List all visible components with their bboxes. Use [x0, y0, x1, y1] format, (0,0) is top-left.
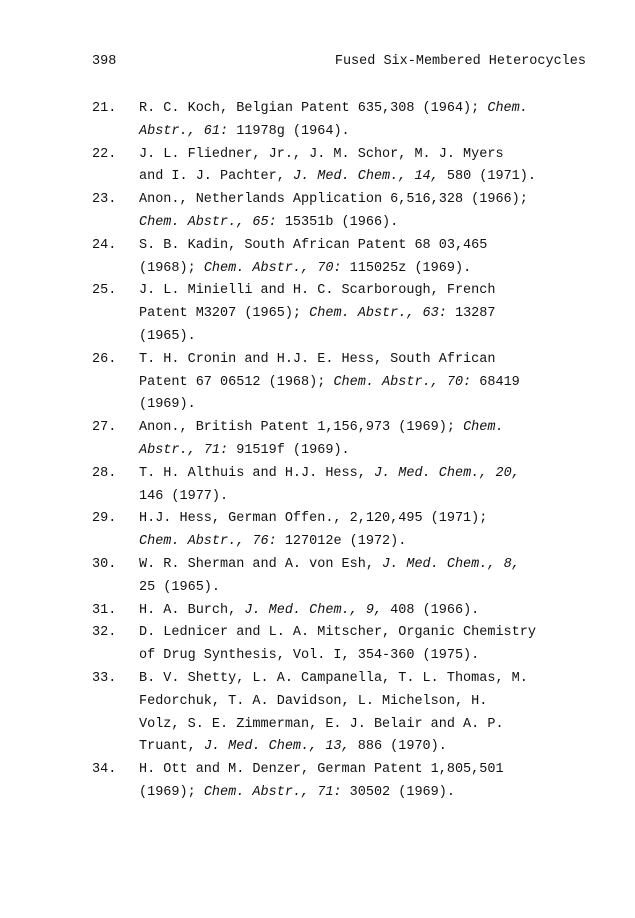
reference-line [139, 326, 602, 349]
reference-line [139, 394, 602, 417]
reference-line [139, 622, 602, 645]
reference-number: 22. [92, 146, 117, 162]
reference-text [139, 189, 602, 235]
citation-text: T. H. Althuis and H.J. Hess, [139, 465, 374, 481]
reference-item [92, 508, 602, 554]
reference-line [139, 349, 602, 372]
reference-number: 28. [92, 465, 117, 481]
reference-text [139, 98, 602, 144]
citation-text: (1965). [139, 328, 196, 344]
reference-line [139, 166, 602, 189]
reference-item [92, 98, 602, 144]
citation-italic: J. Med. Chem., 20, [373, 465, 520, 481]
reference-item [92, 280, 602, 348]
reference-number: 32. [92, 625, 117, 641]
reference-line [139, 736, 602, 759]
citation-italic: Chem. Abstr., 70: [203, 260, 342, 276]
citation-text: Patent M3207 (1965); [139, 306, 310, 322]
reference-number: 24. [92, 237, 117, 253]
citation-text: 408 (1966). [382, 602, 480, 618]
citation-text: 127012e (1972). [276, 534, 407, 550]
citation-text: 115025z (1969). [341, 260, 472, 276]
reference-item [92, 144, 602, 190]
citation-italic: Chem. Abstr., 63: [309, 306, 447, 322]
reference-number: 33. [92, 670, 117, 686]
reference-line [139, 759, 602, 782]
reference-number: 27. [92, 420, 117, 436]
citation-text: of Drug Synthesis, Vol. I, 354-360 (1975). [139, 648, 480, 664]
citation-text: and I. J. Pachter, [139, 169, 293, 185]
citation-text: 146 (1977). [139, 488, 229, 504]
reference-number: 21. [92, 101, 117, 116]
citation-italic: J. Med. Chem., 8, [382, 556, 520, 572]
reference-item [92, 554, 602, 600]
reference-line [139, 668, 602, 691]
citation-italic: Chem. [463, 420, 504, 436]
citation-text: (1968); [139, 260, 204, 276]
citation-text: B. V. Shetty, L. A. Campanella, T. L. Thomas, M. [139, 670, 528, 686]
citation-text: 30502 (1969). [341, 784, 455, 800]
reference-line [139, 98, 602, 121]
reference-text [139, 622, 602, 668]
reference-number: 31. [92, 602, 117, 618]
reference-line [139, 258, 602, 281]
reference-line [139, 372, 602, 395]
citation-text: Fedorchuk, T. A. Davidson, L. Michelson, H. [139, 693, 488, 709]
reference-item [92, 235, 602, 281]
reference-item [92, 349, 602, 417]
reference-line [139, 691, 602, 714]
citation-text: W. R. Sherman and A. von Esh, [139, 556, 383, 572]
reference-line [139, 486, 602, 509]
reference-line [139, 554, 602, 577]
reference-text [139, 600, 602, 623]
reference-line [139, 144, 602, 167]
reference-text [139, 759, 602, 805]
citation-italic: Abstr., 71: [139, 442, 229, 458]
reference-line [139, 531, 602, 554]
reference-item [92, 417, 602, 463]
citation-text: 91519f (1969). [228, 442, 350, 458]
reference-text [139, 668, 602, 759]
citation-italic: Chem. Abstr., 70: [333, 374, 472, 390]
citation-text: Anon., Netherlands Application 6,516,328 (1966); [139, 192, 528, 208]
reference-line [139, 417, 602, 440]
page-header [92, 52, 586, 72]
reference-text [139, 235, 602, 281]
citation-text: 13287 [446, 306, 496, 322]
reference-text [139, 508, 602, 554]
citation-italic: J. Med. Chem., 13, [203, 739, 350, 755]
citation-text: 25 (1965). [139, 579, 221, 595]
citation-text: T. H. Cronin and H.J. E. Hess, South African [139, 351, 496, 367]
reference-text [139, 349, 602, 417]
citation-text: D. Lednicer and L. A. Mitscher, Organic Chemistry [139, 625, 536, 641]
reference-line [139, 600, 602, 623]
page-number: 398 [92, 54, 117, 69]
citation-text: R. C. Koch, Belgian Patent 635,308 (1964); [139, 101, 488, 116]
citation-text: 68419 [471, 374, 520, 390]
reference-text [139, 554, 602, 600]
reference-text [139, 280, 602, 348]
citation-text: 11978g (1964). [228, 123, 350, 139]
reference-number: 25. [92, 283, 117, 299]
reference-item [92, 668, 602, 759]
reference-line [139, 714, 602, 737]
reference-line [139, 508, 602, 531]
citation-text: Anon., British Patent 1,156,973 (1969); [139, 420, 464, 436]
reference-number: 26. [92, 351, 117, 367]
citation-text: J. L. Fliedner, Jr., J. M. Schor, M. J. Myers [139, 146, 504, 162]
reference-line [139, 440, 602, 463]
reference-line [139, 577, 602, 600]
citation-text: 15351b (1966). [276, 214, 399, 230]
citation-text: 580 (1971). [438, 169, 536, 185]
citation-text: H.J. Hess, German Offen., 2,120,495 (1971); [139, 511, 488, 527]
citation-text: Volz, S. E. Zimmerman, E. J. Belair and A. P. [139, 716, 504, 732]
reference-text [139, 417, 602, 463]
citation-text: Patent 67 06512 (1968); [139, 374, 334, 390]
running-title: Fused Six-Membered Heterocycles [334, 54, 586, 69]
reference-line [139, 645, 602, 668]
citation-text: H. A. Burch, [139, 602, 245, 618]
reference-item [92, 189, 602, 235]
citation-text: J. L. Minielli and H. C. Scarborough, French [139, 283, 496, 299]
reference-number: 29. [92, 511, 117, 527]
reference-line [139, 121, 602, 144]
reference-text [139, 463, 602, 509]
reference-item [92, 622, 602, 668]
citation-italic: Chem. [487, 101, 528, 116]
citation-text: Truant, [139, 739, 204, 755]
citation-text: (1969); [139, 784, 204, 800]
reference-item [92, 759, 602, 805]
citation-italic: Chem. Abstr., 71: [203, 784, 342, 800]
reference-list [92, 98, 602, 805]
reference-line [139, 235, 602, 258]
citation-italic: Abstr., 61: [139, 123, 229, 139]
citation-italic: J. Med. Chem., 9, [244, 602, 383, 618]
citation-italic: Chem. Abstr., 76: [139, 534, 277, 550]
reference-number: 34. [92, 762, 117, 778]
reference-line [139, 280, 602, 303]
reference-number: 23. [92, 192, 117, 208]
reference-line [139, 782, 602, 805]
reference-line [139, 463, 602, 486]
reference-line [139, 212, 602, 235]
reference-text [139, 144, 602, 190]
reference-line [139, 189, 602, 212]
citation-text: S. B. Kadin, South African Patent 68 03,465 [139, 237, 488, 253]
reference-item [92, 600, 602, 623]
citation-text: 886 (1970). [349, 739, 447, 755]
reference-item [92, 463, 602, 509]
reference-line [139, 303, 602, 326]
reference-number: 30. [92, 556, 117, 572]
citation-text: H. Ott and M. Denzer, German Patent 1,805,501 [139, 762, 504, 778]
citation-italic: J. Med. Chem., 14, [292, 169, 439, 185]
citation-italic: Chem. Abstr., 65: [139, 214, 277, 230]
citation-text: (1969). [139, 397, 196, 413]
